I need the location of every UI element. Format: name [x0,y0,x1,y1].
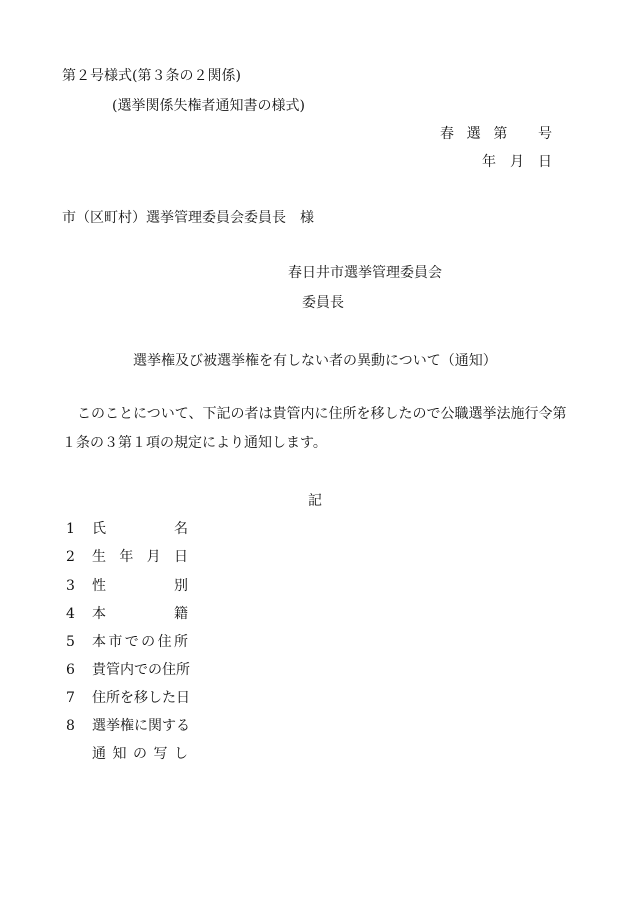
ki-heading: 記 [308,493,322,509]
sender-org: 春日井市選挙管理委員会 [288,265,442,281]
body-line-2: １条の３第１項の規定により通知します。 [62,435,327,451]
sender-title: 委員長 [302,295,344,311]
addressee: 市（区町村）選挙管理委員会委員長 様 [62,210,314,226]
body-line-1: このことについて、下記の者は貴管内に住所を移したので公職選挙法施行令第 [77,406,567,422]
reference-number: 春 選 第 号 [440,126,552,142]
issue-date: 年 月 日 [482,154,552,170]
subject-title: 選挙権及び被選挙権を有しない者の異動について（通知） [133,353,497,369]
form-label: 第２号様式(第３条の２関係) [62,68,241,84]
form-subtitle: (選挙関係失権者通知書の様式) [112,98,305,114]
